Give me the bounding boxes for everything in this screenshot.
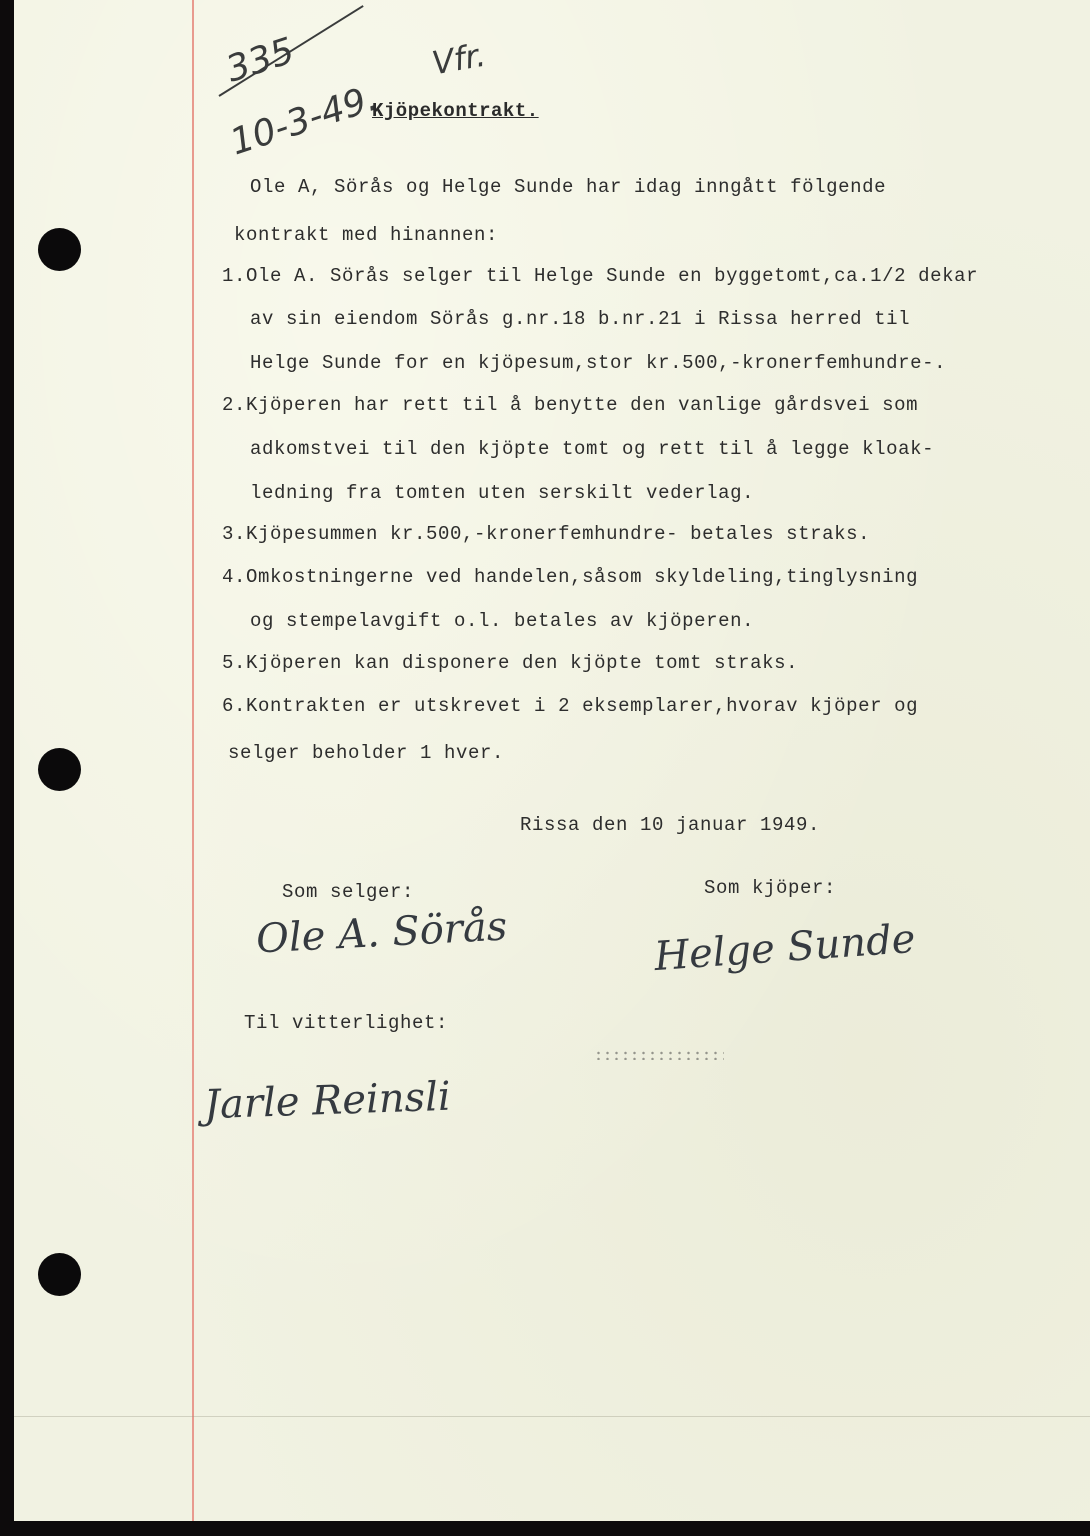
clause-text: Kjöpesummen kr.500,-kronerfemhundre- betales straks. — [246, 523, 871, 545]
place-date: Rissa den 10 januar 1949. — [520, 814, 821, 836]
seller-signature: Ole A. Sörås — [254, 903, 509, 963]
clause-4-line: og stempelavgift o.l. betales av kjöperen. — [250, 610, 755, 632]
seller-label: Som selger: — [282, 881, 415, 903]
document-page — [14, 0, 1090, 1521]
clause-number: 6. — [222, 695, 247, 717]
witness-label: Til vitterlighet: — [244, 1012, 449, 1034]
clause-text: Ole A. Sörås selger til Helge Sunde en byggetomt,ca.1/2 dekar — [246, 265, 979, 287]
intro-line: kontrakt med hinannen: — [234, 224, 499, 246]
punch-hole-icon — [38, 748, 81, 791]
clause-6-line: selger beholder 1 hver. — [228, 742, 505, 764]
registry-initials: Vfr. — [429, 35, 489, 83]
clause-text: Omkostningerne ved handelen,såsom skyldeling,tinglysning — [246, 566, 919, 588]
punch-hole-icon — [38, 1253, 81, 1296]
clause-text: Kjöperen kan disponere den kjöpte tomt straks. — [246, 652, 799, 674]
fold-line — [14, 1416, 1090, 1417]
registry-number: 335 — [221, 30, 300, 91]
clause-number: 1. — [222, 265, 247, 287]
clause-number: 3. — [222, 523, 247, 545]
intro-line: Ole A, Sörås og Helge Sunde har idag inngått fölgende — [250, 176, 887, 198]
clause-1-line: av sin eiendom Sörås g.nr.18 b.nr.21 i Rissa herred til — [250, 308, 911, 330]
clause-5 — [222, 652, 798, 674]
witness-signature: Jarle Reinsli — [203, 1073, 452, 1129]
ink-speckle — [594, 1050, 724, 1060]
clause-2 — [222, 394, 918, 416]
buyer-signature: Helge Sunde — [652, 915, 917, 981]
clause-2-line: adkomstvei til den kjöpte tomt og rett til å legge kloak- — [250, 438, 935, 460]
punch-hole-icon — [38, 228, 81, 271]
clause-1 — [222, 265, 978, 287]
document-title: Kjöpekontrakt. — [372, 100, 539, 122]
clause-6 — [222, 695, 918, 717]
clause-text: Kjöperen har rett til å benytte den vanlige gårdsvei som — [246, 394, 919, 416]
clause-3 — [222, 523, 870, 545]
buyer-label: Som kjöper: — [704, 877, 837, 899]
clause-2-line: ledning fra tomten uten serskilt vederlag. — [250, 482, 755, 504]
clause-text: Kontrakten er utskrevet i 2 eksemplarer,hvorav kjöper og — [246, 695, 919, 717]
clause-number: 4. — [222, 566, 247, 588]
margin-rule — [192, 0, 194, 1521]
registry-date: 10-3-49. — [225, 77, 383, 164]
clause-number: 2. — [222, 394, 247, 416]
clause-4 — [222, 566, 918, 588]
clause-1-line: Helge Sunde for en kjöpesum,stor kr.500,-kronerfemhundre-. — [250, 352, 947, 374]
clause-number: 5. — [222, 652, 247, 674]
